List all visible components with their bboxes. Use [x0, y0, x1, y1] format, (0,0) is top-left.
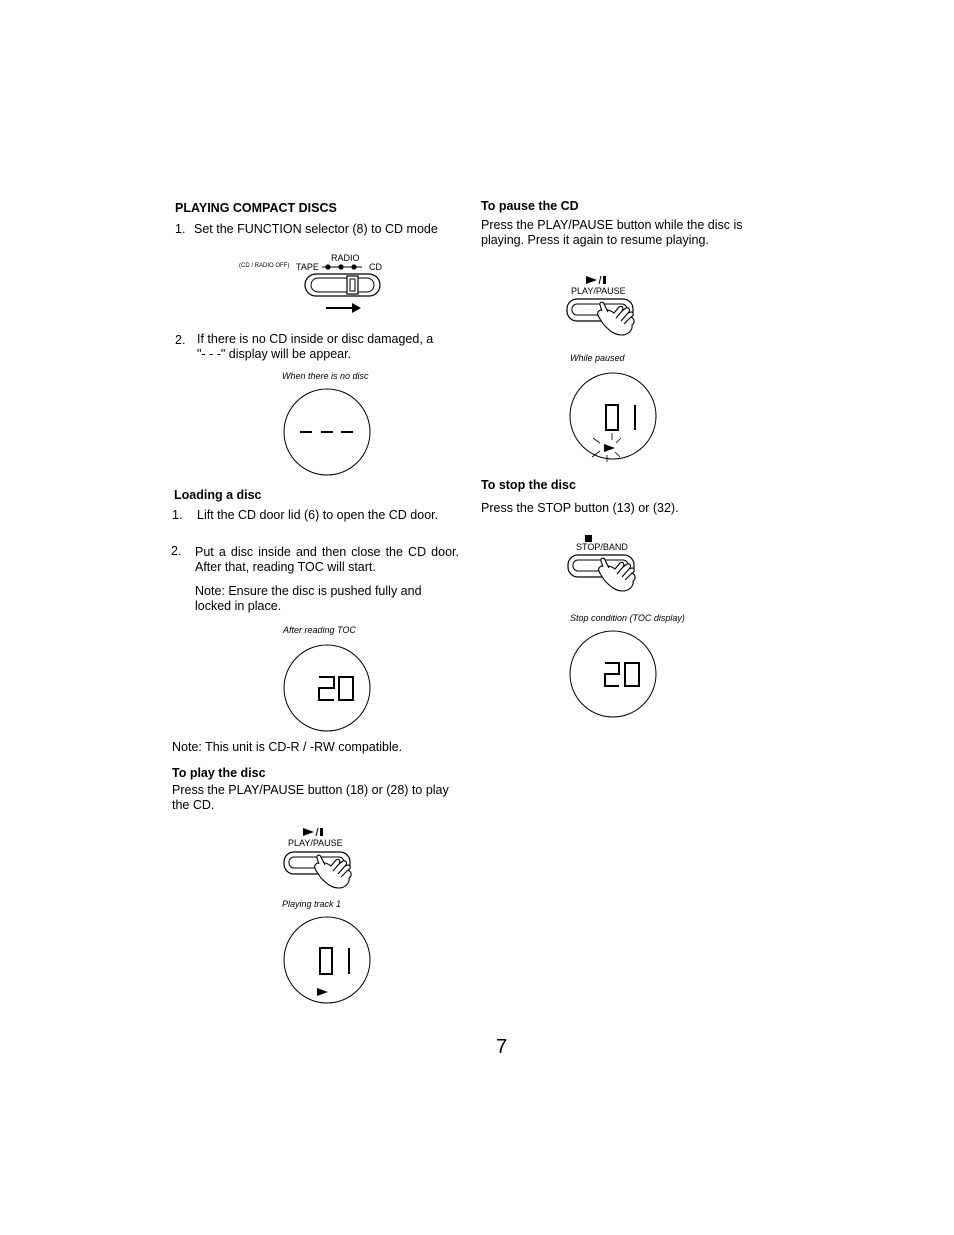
pause-caption: While paused [570, 353, 625, 363]
play-caption: Playing track 1 [282, 899, 342, 909]
stop-band-button[interactable] [567, 553, 639, 595]
arrow-right-icon [326, 301, 366, 315]
step1-number: 1. [175, 222, 186, 236]
play-button-label: PLAY/PAUSE [288, 838, 343, 848]
toc-caption: After reading TOC [283, 625, 356, 635]
no-disc-caption: When there is no disc [282, 371, 369, 381]
pause-play-pause-button[interactable] [566, 297, 638, 339]
pause-text: Press the PLAY/PAUSE button while the disc is playing. Press it again to resume playing. [481, 218, 743, 247]
play-text: Press the PLAY/PAUSE button (18) or (28) to play the CD. [172, 783, 449, 812]
pause-display [569, 372, 657, 460]
play-pause-button[interactable] [283, 850, 355, 892]
load2-text: Put a disc inside and then close the CD door. After that, reading TOC will start. [195, 545, 459, 574]
stop-button-label: STOP/BAND [576, 542, 628, 552]
no-disc-display [283, 388, 371, 476]
pause-button-label: PLAY/PAUSE [571, 286, 626, 296]
page-number: 7 [496, 1036, 508, 1058]
play-title: To play the disc [172, 766, 266, 780]
stop-title: To stop the disc [481, 478, 576, 492]
section-title: PLAYING COMPACT DISCS [175, 201, 337, 215]
load1-number: 1. [172, 508, 183, 522]
pause-title: To pause the CD [481, 199, 579, 213]
step2-text-line2: "- - -" display will be appear. [197, 347, 352, 361]
stop-text: Press the STOP button (13) or (32). [481, 501, 679, 515]
play-pause-icon [586, 276, 608, 286]
selector-tape-label: TAPE [296, 262, 319, 272]
loading-title: Loading a disc [174, 488, 262, 502]
step2-text-line1: If there is no CD inside or disc damaged, a [197, 332, 434, 346]
play-display [283, 916, 371, 1004]
load2-note: Note: Ensure the disc is pushed fully and locked in place. [195, 584, 422, 613]
play-pause-icon [303, 828, 325, 838]
compat-note: Note: This unit is CD-R / -RW compatible. [172, 740, 403, 754]
stop-display [569, 630, 657, 718]
step2-number: 2. [175, 333, 186, 347]
load1-text: Lift the CD door lid (6) to open the CD door. [197, 508, 439, 522]
toc-display [283, 644, 371, 732]
load2-number: 2. [171, 544, 182, 558]
selector-radio-label: RADIO [331, 253, 360, 263]
selector-cd-label: CD [369, 262, 382, 272]
selector-cd-radio-off-label: (CD / RADIO OFF) [239, 263, 290, 269]
step1-text: Set the FUNCTION selector (8) to CD mode [194, 222, 438, 236]
stop-caption: Stop condition (TOC display) [570, 613, 685, 623]
